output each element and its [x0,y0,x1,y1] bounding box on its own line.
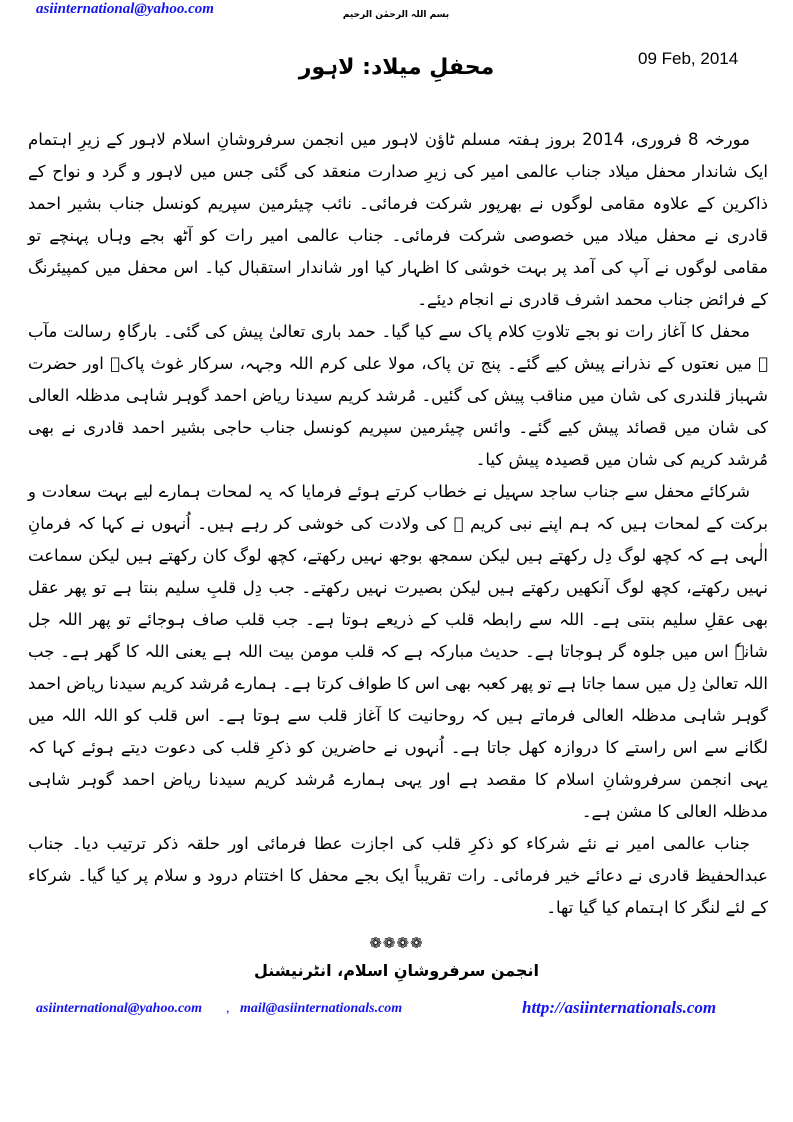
footer-separator: , [226,1001,230,1016]
website-link[interactable]: http://asiinternationals.com [522,998,717,1017]
paragraph: محفل کا آغاز رات نو بجے تلاوتِ کلام پاک سے کیا گیا۔ حمد باری تعالیٰ پیش کی گئی۔ بارگاہِ رسالت مآب ﷺ میں نعتوں کے نذرانے پیش کیے گئے۔ پنج تن پاک، مولا علی کرم اللہ وجہہ، سرکار غوث پاکؓ اور حضرت شہباز قلندری کی شان میں مناقب پیش کی گئیں۔ مُرشد کریم سیدنا ریاض احمد گوہر شاہی مدظلہ العالی کی شان میں قصائد پیش کیے گئے۔ وائس چیئرمین سپریم کونسل جناب حاجی بشیر احمد قادری نے بھی مُرشد کریم کی شان میں قصیدہ پیش کیا۔ [28,322,768,469]
ornament-flower-icons: ❁❁❁❁ [369,934,424,952]
header-email-link[interactable]: asiinternational@yahoo.com [36,1,214,17]
organization-name: انجمن سرفروشانِ اسلام، انٹرنیشنل [253,961,540,980]
footer-links [0,998,793,1028]
paragraph: مورخہ 8 فروری، 2014 بروز ہفتہ مسلم ٹاؤن لاہور میں انجمن سرفروشانِ اسلام لاہور کے زیرِ اہتمام ایک شاندار محفل میلاد جناب عالمی امیر کی زیرِ صدارت منعقد کی گئی جس میں لاہور و گرد و نواح کے ذاکرین کے علاوہ مقامی لوگوں نے بھرپور شرکت فرمائی۔ نائب چیئرمین سپریم کونسل جناب بشیر احمد قادری نے محفل میلاد میں خصوصی شرکت فرمائی۔ جناب عالمی امیر رات کو آٹھ بجے وہاں پہنچے تو مقامی لوگوں نے آپ کی آمد پر بہت خوشی کا اظہار کیا اور شاندار استقبال کیا۔ اس محفل میں کمپیئرنگ کے فرائض جناب محمد اشرف قادری نے انجام دیئے۔ [28,130,768,309]
article-body [28,124,768,924]
page-title: محفلِ میلاد: لاہور [298,55,495,80]
paragraph: جناب عالمی امیر نے نئے شرکاء کو ذکرِ قلب کی اجازت عطا فرمائی اور حلقہ ذکر ترتیب دیا۔ جناب عبدالحفیظ قادری نے دعائے خیر فرمائی۔ رات تقریباً ایک بجے محفل کا اختتام درود و سلام پر کیا گیا۔ شرکاء کے لئے لنگر کا اہتمام کیا گیا تھا۔ [28,834,768,917]
footer-mail-link[interactable]: mail@asiinternationals.com [240,1001,403,1016]
content-flow [0,124,793,1028]
bismillah: بسم اللہ الرحمٰن الرحیم [342,10,450,20]
paragraph: شرکائے محفل سے جناب ساجد سہیل نے خطاب کرتے ہوئے فرمایا کہ یہ لمحات ہمارے لیے بہت سعادت و برکت کے لمحات ہیں کہ ہم اپنے نبی کریم ﷺ کی ولادت کی خوشی کر رہے ہیں۔ اُنہوں نے کہا کہ فرمانِ الٰہی ہے کہ کچھ لوگ دِل رکھتے ہیں لیکن سمجھ بوجھ نہیں رکھتے، کچھ لوگ کان رکھتے ہیں لیکن سماعت نہیں رکھتے، کچھ لوگ آنکھیں رکھتے ہیں لیکن بصیرت نہیں رکھتے۔ جب دِل قلبِ سلیم بنتا ہے تو پھر عقل بھی عقلِ سلیم بنتی ہے۔ اللہ سے رابطہ قلب کے ذریعے ہوتا ہے۔ جب قلب صاف ہوجائے تو پھر اللہ جل شانہٗ اس میں جلوہ گر ہوجاتا ہے۔ حدیث مبارکہ ہے کہ قلب مومن بیت اللہ ہے یعنی اللہ کا گھر ہے۔ جب اللہ تعالیٰ دِل میں سما جاتا ہے تو پھر کعبہ بھی اس کا طواف کرتا ہے۔ ہمارے مُرشد کریم سیدنا ریاض احمد گوہر شاہی مدظلہ العالی فرماتے ہیں کہ روحانیت کا آغاز قلب سے ہوتا ہے۔ اس قلب کو اللہ اللہ میں لگانے سے اس راستے کا دروازہ کھل جاتا ہے۔ اُنہوں نے حاضرین کو ذکرِ قلب کی دعوت دیتے ہوئے کہا کہ یہی انجمن سرفروشانِ اسلام کا مقصد ہے اور یہی ہمارے مُرشد کریم سیدنا ریاض احمد گوہر شاہی مدظلہ العالی کا مشن ہے۔ [28,482,768,821]
footer-email-link[interactable]: asiinternational@yahoo.com [36,1001,203,1016]
date: 09 Feb, 2014 [638,49,739,68]
